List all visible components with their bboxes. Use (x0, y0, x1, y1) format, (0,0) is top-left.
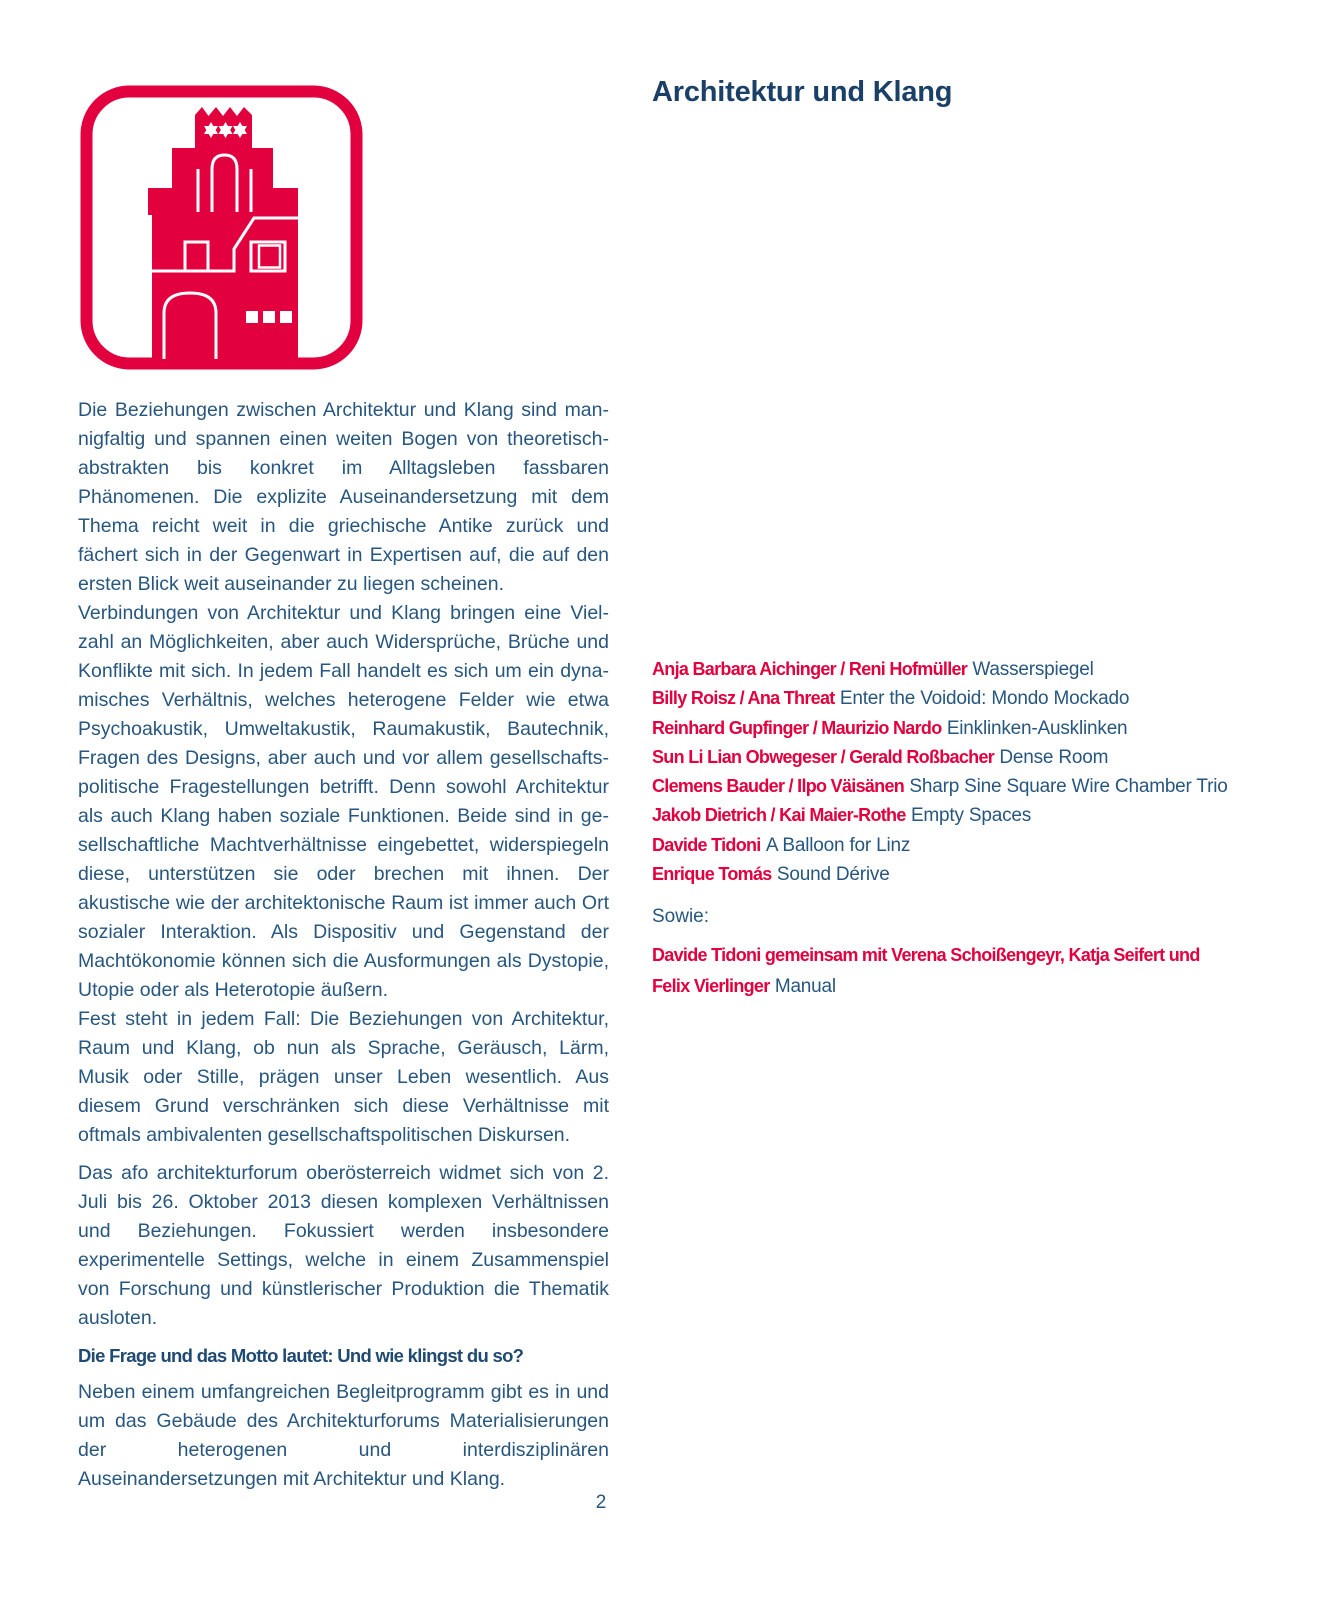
project-work-title: Dense Room (999, 746, 1109, 768)
project-work-title: Einklinken-Ausklinken (946, 717, 1128, 739)
project-item (652, 860, 1252, 889)
project-item (652, 714, 1252, 743)
motto-line: Die Frage und das Motto lautet: Und wie klingst du so? (78, 1345, 524, 1366)
project-work-title: Enter the Voidoid: Mondo Mockado (839, 688, 1130, 710)
project-item (652, 831, 1252, 860)
project-work-title: Wasserspiegel (972, 659, 1094, 680)
projects-column (652, 655, 1252, 1002)
project-item (652, 684, 1252, 713)
project-item (652, 743, 1252, 772)
project-work-title: Manual (774, 976, 836, 998)
project-artists: Billy Roisz / Ana Threat (652, 688, 835, 709)
closing-paragraph: Neben einem umfangreichen Begleitprogramm gibt es in und um das Gebäude des Architekturforums Materialisierungen der heterogenen und interdisziplinären Auseinandersetzungen mit Architektur und Klang. (78, 1381, 609, 1490)
afo-building-logo-svg (80, 85, 363, 370)
additional-project-item (652, 940, 1230, 1002)
sowie-label: Sowie: (652, 906, 710, 928)
intro-paragraph-4: Das afo architekturforum oberösterreich widmet sich von 2. Juli bis 26. Oktober 2013 diesen komplexen Verhältnissen und Beziehungen. Fokussiert werden insbesondere experimentelle Settings, welche in einem Zusammenspiel von Forschung und künstlerischer Produktion die Thematik ausloten. (78, 1162, 609, 1329)
project-artists: Davide Tidoni gemeinsam mit Verena Schoißengeyr, Katja Seifert und Felix Vierlinger (652, 945, 1200, 997)
project-artists: Sun Li Lian Obwegeser / Gerald Roßbacher (652, 746, 995, 767)
project-work-title: A Balloon for Linz (765, 834, 911, 856)
project-item (652, 772, 1252, 801)
project-artists: Reinhard Gupfinger / Maurizio Nardo (652, 717, 942, 738)
afo-building-logo (80, 85, 363, 370)
intro-column (78, 396, 609, 1494)
project-artists: Davide Tidoni (652, 834, 761, 855)
intro-paragraph-1: Die Beziehungen zwischen Architektur und Klang sind mannigfaltig und spannen einen weiten Bogen von theoretisch-abstrakten bis konkret im Alltagsleben fassbaren Phänomenen. Die explizite Auseinandersetzung mit dem Thema reicht weit in die griechische Antike zurück und fächert sich in der Gegenwart in Expertisen auf, die auf den ersten Blick weit auseinander zu liegen scheinen. (78, 399, 609, 595)
project-artists: Jakob Dietrich / Kai Maier-Rothe (652, 805, 906, 826)
project-artists: Anja Barbara Aichinger / Reni Hofmüller (652, 659, 968, 679)
page-title: Architektur und Klang (652, 76, 953, 109)
project-work-title: Sound Dérive (776, 864, 890, 886)
project-item (652, 655, 1252, 684)
intro-paragraph-3: Fest steht in jedem Fall: Die Beziehungen von Architektur, Raum und Klang, ob nun als Sprache, Geräusch, Lärm, Musik oder Stille, prägen unser Leben wesentlich. Aus diesem Grund verschränken sich diese Verhältnisse mit oftmals ambivalenten gesellschaftspolitischen Diskursen. (78, 1008, 609, 1146)
page-number: 2 (595, 1492, 607, 1513)
project-work-title: Sharp Sine Square Wire Chamber Trio (909, 776, 1228, 798)
intro-paragraph-2: Verbindungen von Architektur und Klang bringen eine Vielzahl an Möglichkeiten, aber auch Widersprüche, Brüche und Konflikte mit sich. In jedem Fall handelt es sich um ein dynamisches Verhältnis, welches heterogene Felder wie etwa Psychoakustik, Umweltakustik, Raumakustik, Bautechnik, Fragen des Designs, aber auch und vor allem gesellschaftspolitische Fragestellungen betrifft. Denn sowohl Architektur als auch Klang haben soziale Funktionen. Beide sind in gesellschaftliche Machtverhältnisse eingebettet, widerspiegeln diese, unterstützen sie oder brechen mit ihnen. Der akustische wie der architektonische Raum ist immer auch Ort sozialer Interaktion. Als Dispositiv und Gegenstand der Machtökonomie können sich die Ausformungen als Dystopie, Utopie oder als Heterotopie äußern. (78, 602, 609, 1001)
project-item (652, 801, 1252, 830)
project-artists: Clemens Bauder / Ilpo Väisänen (652, 776, 905, 797)
project-work-title: Empty Spaces (910, 805, 1032, 827)
project-artists: Enrique Tomás (652, 864, 772, 885)
